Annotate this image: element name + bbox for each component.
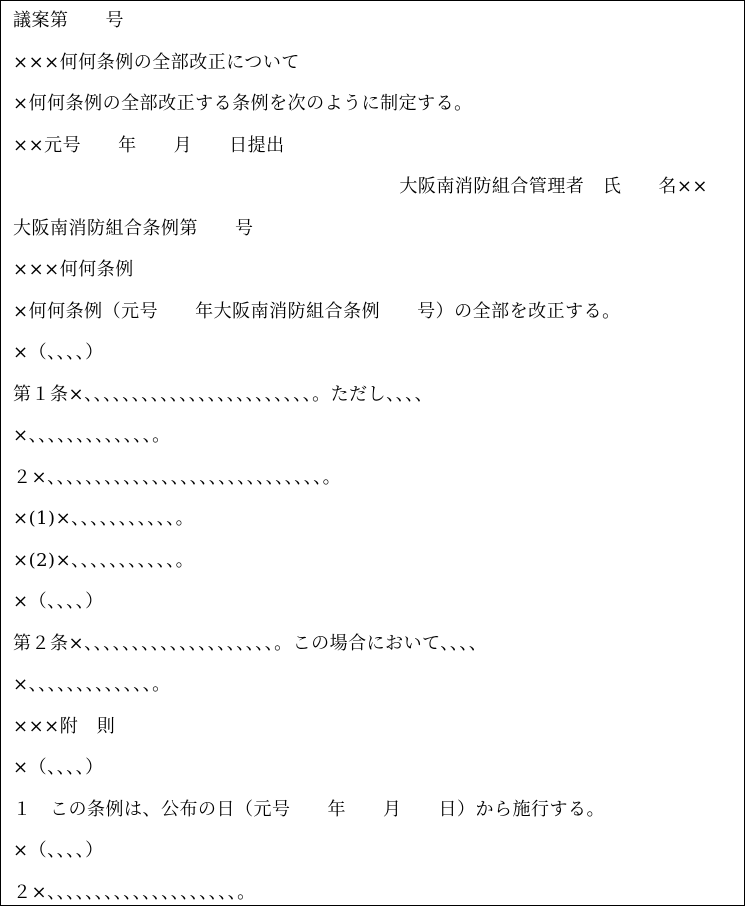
bill-title: ×××何何条例の全部改正について	[13, 52, 300, 73]
article-1-continued: ×、、、、、、、、、、、、、。	[13, 425, 171, 446]
supplementary-caption: ×（、、、、）	[13, 757, 104, 778]
bill-number: 議案第 号	[13, 10, 124, 31]
supplementary-caption: ×（、、、、）	[13, 840, 104, 861]
article-caption: ×（、、、、）	[13, 591, 104, 612]
article-2: 第２条×、、、、、、、、、、、、、、、、、、、、。この場合において、、、、	[13, 633, 488, 654]
submitter-signature: 大阪南消防組合管理者 氏 名××	[399, 176, 708, 197]
enactment-statement: ×何何条例の全部改正する条例を次のように制定する。	[13, 93, 473, 114]
article-1: 第１条×、、、、、、、、、、、、、、、、、、、、、、、、。ただし、、、、	[13, 384, 434, 405]
supplementary-provisions-heading: ×××附 則	[13, 716, 116, 737]
submission-date: ××元号 年 月 日提出	[13, 135, 285, 156]
article-caption: ×（、、、、）	[13, 342, 104, 363]
supplementary-paragraph-1: １ この条例は、公布の日（元号 年 月 日）から施行する。	[13, 799, 605, 820]
article-1-item-1: ×(1)×、、、、、、、、、、、。	[13, 508, 195, 529]
article-1-item-2: ×(2)×、、、、、、、、、、、。	[13, 550, 195, 571]
article-2-continued: ×、、、、、、、、、、、、、。	[13, 674, 171, 695]
article-1-paragraph-2: ２×、、、、、、、、、、、、、、、、、、、、、、、、、、、、、。	[13, 467, 342, 488]
revision-statement: ×何何条例（元号 年大阪南消防組合条例 号）の全部を改正する。	[13, 301, 621, 322]
ordinance-title: ×××何何条例	[13, 259, 134, 280]
supplementary-paragraph-2: ２×、、、、、、、、、、、、、、、、、、、、。	[13, 882, 256, 903]
ordinance-number: 大阪南消防組合条例第 号	[13, 218, 254, 239]
